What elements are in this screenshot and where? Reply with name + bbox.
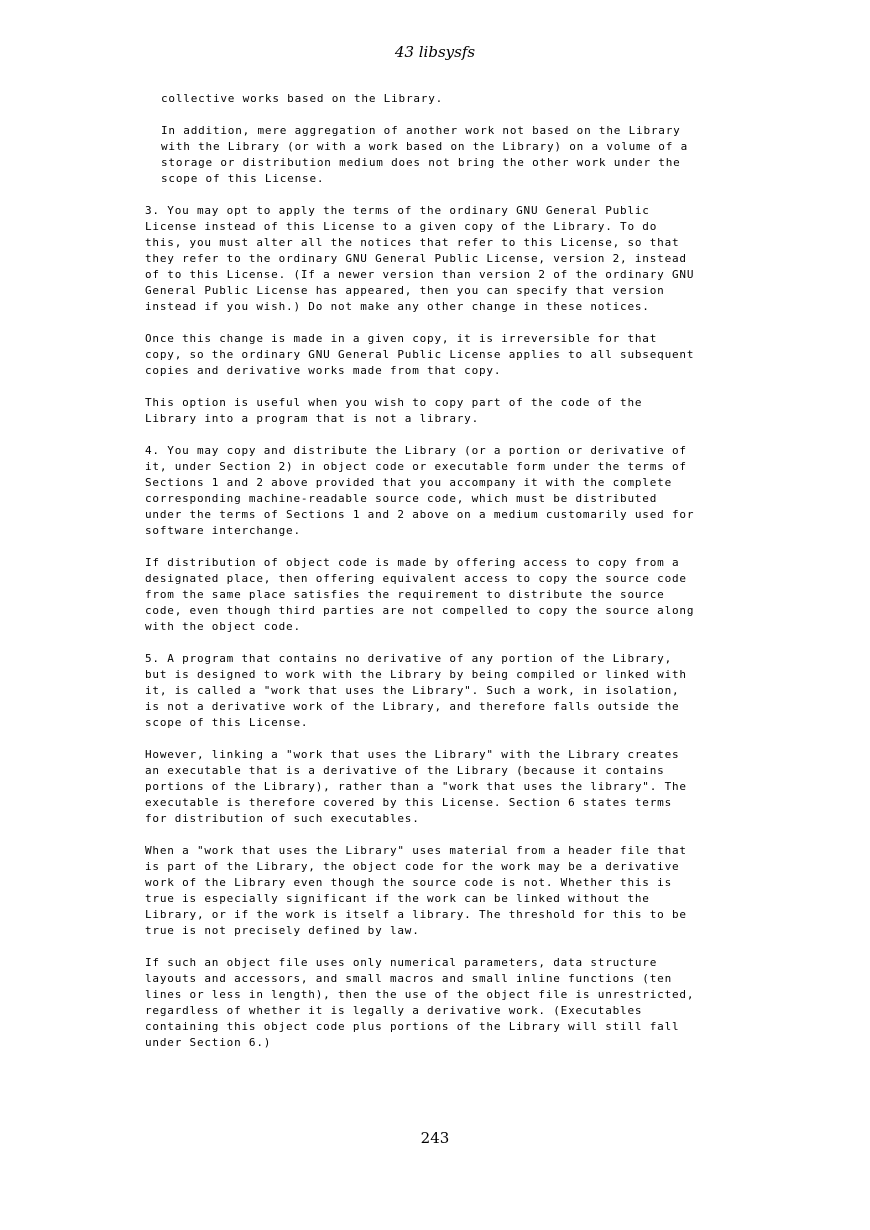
license-paragraph — [145, 955, 825, 1051]
license-paragraph — [145, 395, 825, 427]
license-paragraph — [145, 843, 825, 939]
text-line: portions of the Library), rather than a "work that uses the library". The — [145, 780, 687, 793]
text-line: Once this change is made in a given copy, it is irreversible for that — [145, 332, 658, 345]
text-line: instead if you wish.) Do not make any other change in these notices. — [145, 300, 650, 313]
license-paragraph — [145, 203, 825, 315]
license-paragraph — [145, 331, 825, 379]
text-line: scope of this License. — [145, 716, 309, 729]
text-line: is not a derivative work of the Library, and therefore falls outside the — [145, 700, 680, 713]
text-line: containing this object code plus portions of the Library will still fall — [145, 1020, 680, 1033]
text-line: of to this License. (If a newer version than version 2 of the ordinary GNU — [145, 268, 695, 281]
text-line: General Public License has appeared, then you can specify that version — [145, 284, 665, 297]
text-line: with the Library (or with a work based on the Library) on a volume of a — [161, 140, 689, 153]
text-line: However, linking a "work that uses the Library" with the Library creates — [145, 748, 680, 761]
text-line: regardless of whether it is legally a derivative work. (Executables — [145, 1004, 643, 1017]
license-text-body — [145, 91, 825, 1067]
text-line: from the same place satisfies the requirement to distribute the source — [145, 588, 665, 601]
text-line: If such an object file uses only numerical parameters, data structure — [145, 956, 658, 969]
text-line: 4. You may copy and distribute the Library (or a portion or derivative of — [145, 444, 687, 457]
text-line: for distribution of such executables. — [145, 812, 420, 825]
text-line: This option is useful when you wish to copy part of the code of the — [145, 396, 643, 409]
page-number: 243 — [420, 1129, 450, 1147]
text-line: executable is therefore covered by this License. Section 6 states terms — [145, 796, 673, 809]
text-line: copies and derivative works made from that copy. — [145, 364, 502, 377]
text-line: collective works based on the Library. — [161, 92, 444, 105]
text-line: 3. You may opt to apply the terms of the ordinary GNU General Public — [145, 204, 650, 217]
license-paragraph — [145, 123, 825, 187]
text-line: 5. A program that contains no derivative of any portion of the Library, — [145, 652, 673, 665]
text-line: true is not precisely defined by law. — [145, 924, 420, 937]
license-paragraph — [145, 443, 825, 539]
text-line: When a "work that uses the Library" uses material from a header file that — [145, 844, 687, 857]
text-line: true is especially significant if the work can be linked without the — [145, 892, 650, 905]
license-paragraph — [145, 555, 825, 635]
text-line: lines or less in length), then the use of the object file is unrestricted, — [145, 988, 695, 1001]
text-line: software interchange. — [145, 524, 301, 537]
text-line: designated place, then offering equivalent access to copy the source code — [145, 572, 687, 585]
text-line: Library, or if the work is itself a library. The threshold for this to be — [145, 908, 687, 921]
text-line: an executable that is a derivative of the Library (because it contains — [145, 764, 665, 777]
text-line: corresponding machine-readable source code, which must be distributed — [145, 492, 658, 505]
text-line: code, even though third parties are not compelled to copy the source along — [145, 604, 695, 617]
text-line: If distribution of object code is made by offering access to copy from a — [145, 556, 680, 569]
license-paragraph — [145, 91, 825, 107]
text-line: under the terms of Sections 1 and 2 above on a medium customarily used for — [145, 508, 695, 521]
text-line: Sections 1 and 2 above provided that you accompany it with the complete — [145, 476, 673, 489]
license-paragraph — [145, 747, 825, 827]
text-line: it, is called a "work that uses the Library". Such a work, in isolation, — [145, 684, 680, 697]
text-line: License instead of this License to a given copy of the Library. To do — [145, 220, 658, 233]
license-paragraph — [145, 651, 825, 731]
text-line: work of the Library even though the source code is not. Whether this is — [145, 876, 673, 889]
text-line: with the object code. — [145, 620, 301, 633]
text-line: but is designed to work with the Library by being compiled or linked with — [145, 668, 687, 681]
text-line: under Section 6.) — [145, 1036, 272, 1049]
text-line: this, you must alter all the notices that refer to this License, so that — [145, 236, 680, 249]
text-line: scope of this License. — [161, 172, 325, 185]
text-line: it, under Section 2) in object code or executable form under the terms of — [145, 460, 687, 473]
text-line: they refer to the ordinary GNU General Public License, version 2, instead — [145, 252, 687, 265]
text-line: In addition, mere aggregation of another work not based on the Library — [161, 124, 681, 137]
text-line: layouts and accessors, and small macros and small inline functions (ten — [145, 972, 673, 985]
text-line: storage or distribution medium does not bring the other work under the — [161, 156, 681, 169]
page-header-title: 43 libsysfs — [394, 43, 476, 61]
text-line: is part of the Library, the object code for the work may be a derivative — [145, 860, 680, 873]
text-line: Library into a program that is not a library. — [145, 412, 480, 425]
text-line: copy, so the ordinary GNU General Public License applies to all subsequent — [145, 348, 695, 361]
